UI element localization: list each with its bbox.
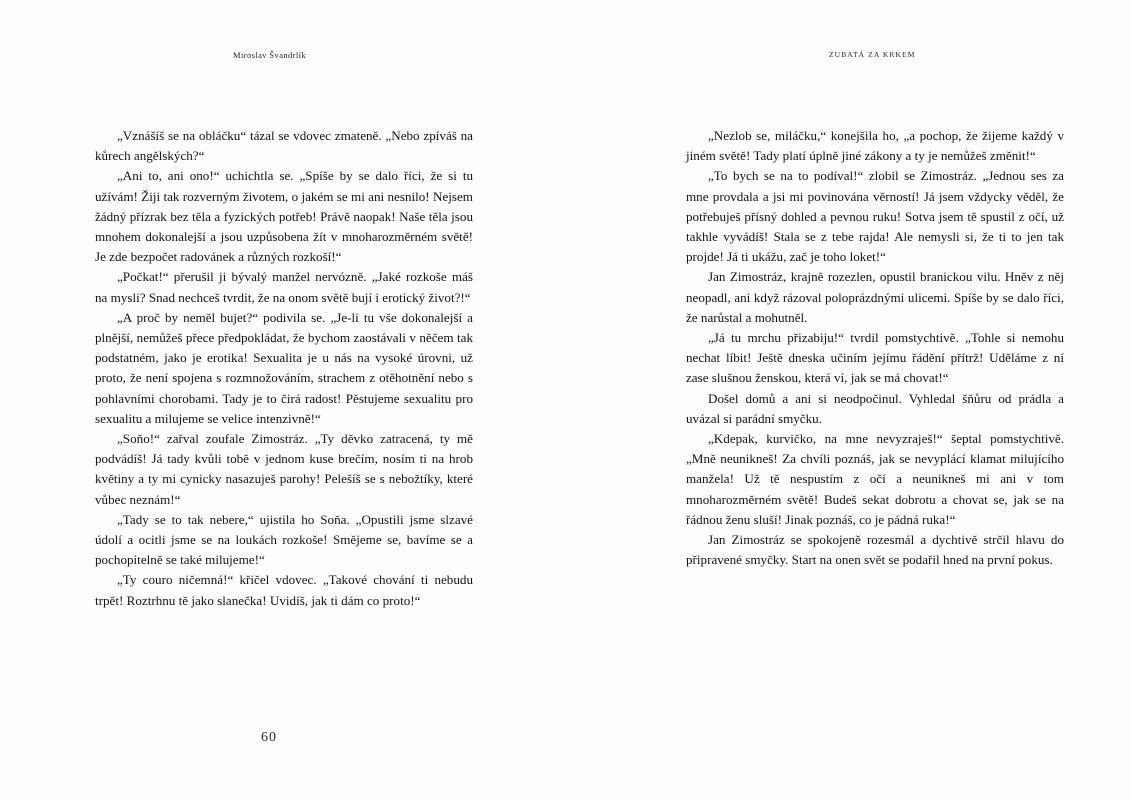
page-number: 60 xyxy=(261,730,277,745)
paragraph: „Ty couro ničemná!“ křičel vdovec. „Takové chování ti nebudu trpět! Roztrhnu tě jako slanečka! Uvidíš, jak ti dám co proto!“ xyxy=(95,572,473,608)
paragraph: „Tady se to tak nebere,“ ujistila ho Soňa. „Opustili jsme slzavé údolí a ocitli jsme se na loukách rozkoše! Smějeme se, bavíme se a pochopitelně se také milujeme!“ xyxy=(95,511,473,568)
paragraph: „Vznášíš se na obláčku“ tázal se vdovec zmateně. „Nebo zpíváš na kůrech angělských?“ xyxy=(95,128,473,164)
paragraph: „A proč by neměl bujet?“ podivila se. „Je-li tu vše dokonalejší a plnější, nemůžeš přece předpokládat, že bychom zaostávali v něčem tak podstatném, jako je erotika! Sexualita je u nás na vysoké úrovni, už proto, že není spojena s rozmnožováním, strachem z otěhotnění nebo s pohlavními chorobami. Tady je to čirá radost! Pěstujeme sexualitu pro sexualitu a milujeme se velice intenzivně!“ xyxy=(95,309,473,426)
paragraph: „To bych se na to podíval!“ zlobil se Zimostráz. „Jednou ses za mne provdala a jsi mi povinována věrností! Já jsem vždycky věděl, že potřebuješ přísný dohled a pevnou ruku! Sotva jsem tě spustil z očí, už takhle vyvádíš! Stala se z tebe rajda! Ale nemysli si, že ti to jen tak projde! Já ti ukážu, zač je toho loket!“ xyxy=(686,168,1064,265)
paragraph: „Ani to, ani ono!“ uchichtla se. „Spíše by se dalo říci, že si tu užívám! Žiji tak rozverným životem, o jakém se mi ani nesnilo! Nejsem žádný přízrak bez těla a fyzických potřeb! Právě naopak! Naše těla jsou mnohem dokonalejší a jsou uzpůsobena žít v mnoharozměrném světě! Je zde bezpočet radovánek a různých rozkoší!“ xyxy=(95,168,473,265)
paragraph: Došel domů a ani si neodpočinul. Vyhledal šňůru od prádla a uvázal si parádní smyčku. xyxy=(686,390,1064,426)
paragraph: Jan Zimostráz, krajně rozezlen, opustil branickou vilu. Hněv z něj neopadl, ani když rázoval poloprázdnými ulicemi. Spíše by se dalo říci, že narůstal a mohutněl. xyxy=(686,269,1064,325)
paragraph: „Soňo!“ zařval zoufale Zimostráz. „Ty děvko zatracená, ty mě podvádíš! Já tady kvůli tobě v jednom kuse brečím, nosím ti na hrob květiny a ty mi cynicky nasazuješ parohy! Pelešíš se s nebožtíky, které vůbec neznám!“ xyxy=(95,431,473,507)
paragraph: „Kdepak, kurvičko, na mne nevyzraješ!“ šeptal pomstychtivě. „Mně neunikneš! Za chvíli poznáš, jak se nevyplácí klamat milujícího manžela! Už tě nespustím z očí a neunikneš mi ani v tom mnoharozměrném světě! Budeš sekat dobrotu a chovat se, jak se na řádnou ženu sluší! Jinak poznáš, co je pádná ruka!“ xyxy=(686,431,1064,527)
right-column xyxy=(686,126,1064,570)
paragraph: „Nezlob se, miláčku,“ konejšila ho, „a pochop, že žijeme každý v jiném světě! Tady platí úplně jiné zákony a ty je nemůžeš změnit!“ xyxy=(686,128,1064,164)
paragraph: „Já tu mrchu přizabiju!“ tvrdil pomstychtivě. „Tohle si nemohu nechat líbit! Ještě dneska učiním jejímu řádění přítrž! Uděláme z ní zase slušnou ženskou, která ví, jak se má chovat!“ xyxy=(686,330,1064,386)
running-heads xyxy=(0,50,1131,64)
running-head-author: Miroslav Švandrlík xyxy=(233,50,307,60)
left-column xyxy=(95,126,473,611)
running-head-title: ZUBATÁ ZA KRKEM xyxy=(829,50,916,59)
paragraph: Jan Zimostráz se spokojeně rozesmál a dychtivě strčil hlavu do připravené smyčky. Start na onen svět se podařil hned na první pokus. xyxy=(686,532,1064,568)
paragraph: „Počkat!“ přerušil ji bývalý manžel nervózně. „Jaké rozkoše máš na mysli? Snad nechceš tvrdit, že na onom světě bují i erotický život?!“ xyxy=(95,269,473,305)
